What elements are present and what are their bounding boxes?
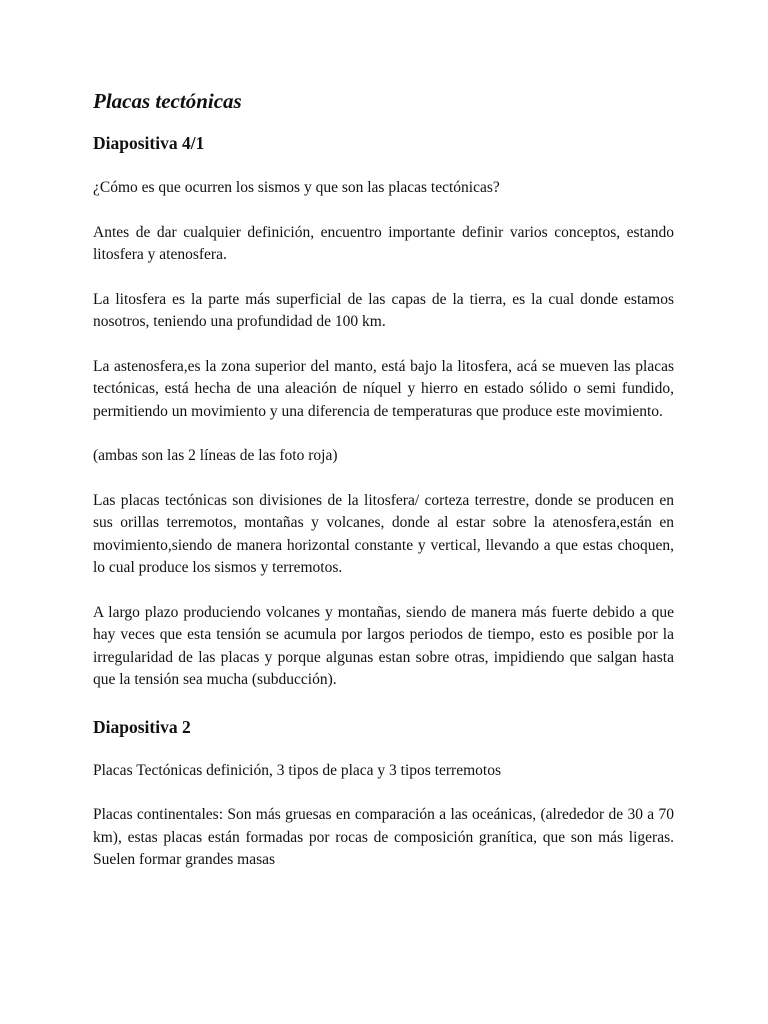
- paragraph-question: ¿Cómo es que ocurren los sismos y que son las placas tectónicas?: [93, 179, 500, 196]
- section-heading-diapositiva-2: Diapositiva 2: [93, 716, 191, 737]
- paragraph-placas-continentales: Placas continentales: Son más gruesas en comparación a las oceánicas, (alrededor de 30 a 70 km), estas placas están formadas por rocas de composición granítica, que son más ligeras. Suelen formar grandes masas: [93, 806, 674, 868]
- paragraph-largo-plazo: A largo plazo produciendo volcanes y montañas, siendo de manera más fuerte debido a que hay veces que esta tensión se acumula por largos periodos de tiempo, esto es posible por la irregularidad de las placas y porque algunas estan sobre otras, impidiendo que salgan hasta que la tensión sea mucha (subducción).: [93, 603, 674, 688]
- paragraph-note: (ambas son las 2 líneas de las foto roja): [93, 447, 338, 464]
- paragraph-placas-tectonicas: Las placas tectónicas son divisiones de la litosfera/ corteza terrestre, donde se producen en sus orillas terremotos, montañas y volcanes, donde al estar sobre la atenosfera,están en movimiento,siendo de manera horizontal constante y vertical, llevando a que estas choquen, lo cual produce los sismos y terremotos.: [93, 491, 674, 576]
- paragraph-astenosfera: La astenosfera,es la zona superior del manto, está bajo la litosfera, acá se mueven las placas tectónicas, está hecha de una aleación de níquel y hierro en estado sólido o semi fundido, permitiendo un movimiento y una diferencia de temperaturas que produce este movimiento.: [93, 357, 674, 420]
- paragraph-litosfera: La litosfera es la parte más superficial de las capas de la tierra, es la cual donde estamos nosotros, teniendo una profundidad de 100 km.: [93, 290, 674, 330]
- section-heading-diapositiva-4-1: Diapositiva 4/1: [93, 133, 205, 153]
- paragraph-intro: Antes de dar cualquier definición, encuentro importante definir varios conceptos, estando litosfera y atenosfera.: [93, 223, 674, 263]
- document-title: Placas tectónicas: [93, 89, 242, 113]
- paragraph-definicion: Placas Tectónicas definición, 3 tipos de placa y 3 tipos terremotos: [93, 761, 501, 779]
- document-page: [93, 86, 674, 872]
